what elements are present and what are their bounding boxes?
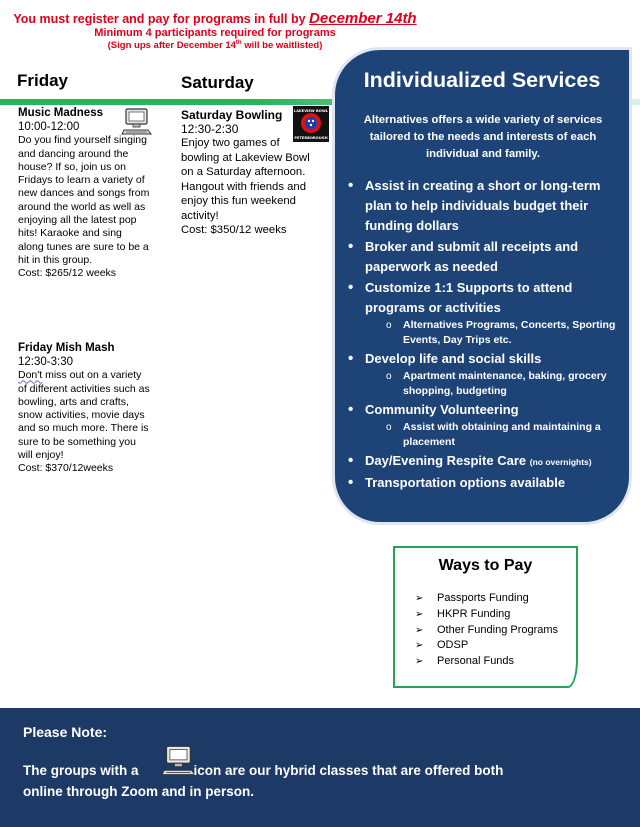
arrow-bullet-icon: ➢ (415, 640, 424, 652)
services-list (345, 176, 630, 494)
list-item: ➢ Passports Funding (415, 591, 558, 607)
program-title: Saturday Bowling (181, 108, 283, 122)
arrow-bullet-icon: ➢ (415, 593, 424, 604)
sub-list-item: o Assist with obtaining and maintaining a placement (365, 420, 630, 450)
program-time: 10:00-12:00 (18, 121, 80, 134)
registration-notice: You must register and pay for programs in full by December 14th (13, 10, 417, 27)
arrow-bullet-icon: ➢ (415, 608, 424, 620)
list-item: ➢ Personal Funds (415, 654, 558, 670)
list-item: ➢ ODSP (415, 638, 558, 654)
individualized-services-panel (332, 47, 632, 525)
program-description: Enjoy two games of bowling at Lakeview Bowl on a Saturday afternoon. Hangout with friends and enjoy this fun weekend activity! (181, 137, 310, 222)
sub-list-item: o Apartment maintenance, baking, grocery shopping, budgeting (365, 369, 630, 399)
program-time: 12:30-2:30 (181, 122, 239, 137)
waitlist-notice: (Sign ups after December 14th will be waitlisted) (107, 40, 323, 52)
ways-to-pay-list (415, 591, 558, 670)
friday-heading: Friday (17, 71, 69, 90)
registration-deadline: December 14th (309, 10, 417, 27)
arrow-bullet-icon: ➢ (415, 624, 424, 636)
list-item: • Assist in creating a short or long-term plan to help individuals budget their funding dollars (345, 176, 630, 236)
minimum-participants-notice: Minimum 4 participants required for programs (94, 27, 336, 39)
sub-list-item: o Alternatives Programs, Concerts, Sporting Events, Day Trips etc. (365, 318, 630, 348)
bowling-logo (293, 106, 329, 142)
list-item: • Transportation options available (345, 473, 630, 493)
program-description: Don't miss out on a variety of different activities such as bowling, arts and crafts, snow activities, movie days and so much more. There is sure to be something you will enjoy! (18, 369, 150, 462)
program-title: Friday Mish Mash (18, 342, 115, 354)
ways-to-pay-box (393, 546, 578, 688)
program-description: Do you find yourself singing and dancing around the house? If so, join us on Fridays to learn a variety of new dances and songs from around the world as well as enjoying all the latest pop hits! Karaoke and sing along tunes are sure to be a hit in this group. (18, 134, 150, 266)
list-item: ➢ HKPR Funding (415, 607, 558, 623)
saturday-heading: Saturday (181, 73, 254, 92)
svg-text:LAKEVIEW BOWL: LAKEVIEW BOWL (293, 109, 329, 113)
list-item: • Develop life and social skills o Apartment maintenance, baking, grocery shopping, budgeting (345, 349, 630, 399)
footer-note-line2: online through Zoom and in person. (23, 784, 254, 799)
list-item: • Customize 1:1 Supports to attend programs or activities o Alternatives Programs, Concerts, Sporting Events, Day Trips etc. (345, 278, 630, 348)
footer-note-line1: The groups with a icon are our hybrid classes that are offered both (23, 763, 504, 778)
list-item: • Community Volunteering o Assist with obtaining and maintaining a placement (345, 400, 630, 450)
program-cost: Cost: $265/12 weeks (18, 267, 117, 280)
program-title: Music Madness (18, 107, 103, 119)
list-item: • Day/Evening Respite Care (no overnights) (345, 451, 630, 472)
program-cost: Cost: $370/12weeks (18, 462, 114, 475)
footer-title: Please Note: (23, 724, 108, 740)
arrow-bullet-icon: ➢ (415, 656, 424, 668)
list-item: ➢ Other Funding Programs (415, 623, 558, 639)
ways-to-pay-title: Ways to Pay (438, 557, 533, 574)
svg-text:PETERBOROUGH: PETERBOROUGH (294, 136, 328, 140)
program-time: 12:30-3:30 (18, 356, 73, 369)
program-cost: Cost: $350/12 weeks (181, 224, 287, 237)
please-note-footer (0, 708, 640, 827)
list-item: • Broker and submit all receipts and paperwork as needed (345, 237, 630, 277)
program-friday-mish-mash (18, 342, 150, 476)
services-title: Individualized Services (363, 68, 601, 92)
services-intro: Alternatives offers a wide variety of services tailored to the needs and interests of each individual and family. (363, 114, 603, 160)
computer-icon (121, 108, 153, 136)
